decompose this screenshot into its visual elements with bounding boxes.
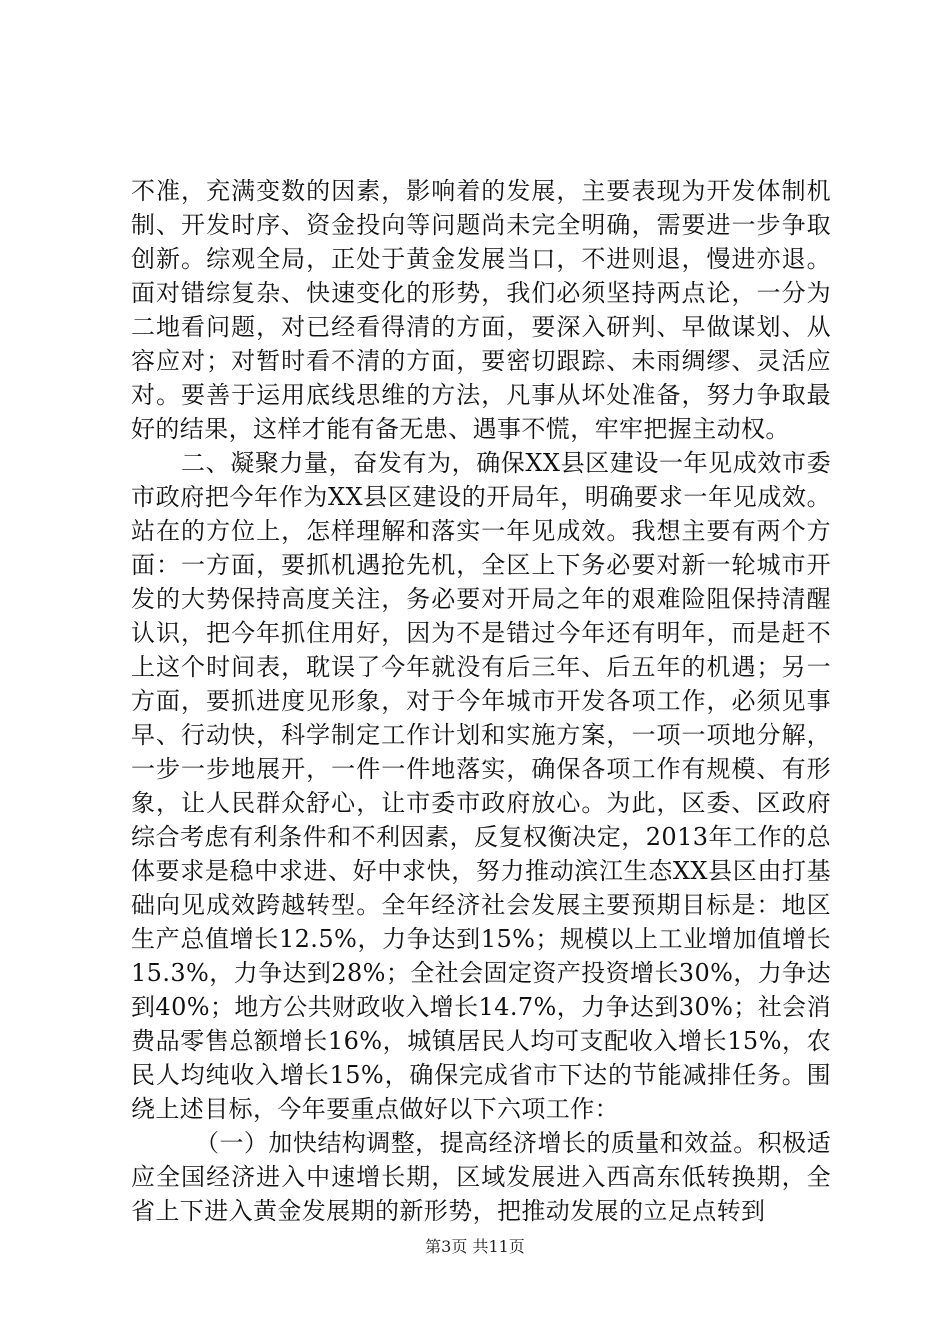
- paragraph-item-one: （一）加快结构调整，提高经济增长的质量和效益。积极适应全国经济进入中速增长期，区域发展进入西高东低转换期，全省上下进入黄金发展期的新形势，把推动发展的立足点转到: [131, 1129, 831, 1225]
- paragraph-section-two: 二、凝聚力量，奋发有为，确保XX县区建设一年见成效市委市政府把今年作为XX县区建设的开局年，明确要求一年见成效。站在的方位上，怎样理解和落实一年见成效。我想主要有两个方面：一方面，要抓机遇抢先机，全区上下务必要对新一轮城市开发的大势保持高度关注，务必要对开局之年的艰难险阻保持清醒认识，把今年抓住用好，因为不是错过今年还有明年，而是赶不上这个时间表，耽误了今年就没有后三年、后五年的机遇；另一方面，要抓进度见形象，对于今年城市开发各项工作，必须见事早、行动快，科学制定工作计划和实施方案，一项一项地分解，一步一步地展开，一件一件地落实，确保各项工作有规模、有形象，让人民群众舒心，让市委市政府放心。为此，区委、区政府综合考虑有利条件和不利因素，反复权衡决定，2013年工作的总体要求是稳中求进、好中求快，努力推动滨江生态XX县区由打基础向见成效跨越转型。全年经济社会发展主要预期目标是：地区生产总值增长12.5%，力争达到15%；规模以上工业增加值增长15.3%，力争达到28%；全社会固定资产投资增长30%，力争达到40%；地方公共财政收入增长14.7%，力争达到30%；社会消费品零售总额增长16%，城镇居民人均可支配收入增长15%，农民人均纯收入增长15%，确保完成省市下达的节能减排任务。围绕上述目标，今年要重点做好以下六项工作：: [131, 449, 831, 1123]
- document-body: [131, 174, 831, 1228]
- page-footer: 第3页 共11页: [425, 1237, 525, 1256]
- paragraph-continuation: 不准，充满变数的因素，影响着的发展，主要表现为开发体制机制、开发时序、资金投向等问题尚未完全明确，需要进一步争取创新。综观全局，正处于黄金发展当口，不进则退，慢进亦退。面对错综复杂、快速变化的形势，我们必须坚持两点论，一分为二地看问题，对已经看得清的方面，要深入研判、早做谋划、从容应对；对暂时看不清的方面，要密切跟踪、未雨绸缪、灵活应对。要善于运用底线思维的方法，凡事从坏处准备，努力争取最好的结果，这样才能有备无患、遇事不慌，牢牢把握主动权。: [131, 177, 831, 443]
